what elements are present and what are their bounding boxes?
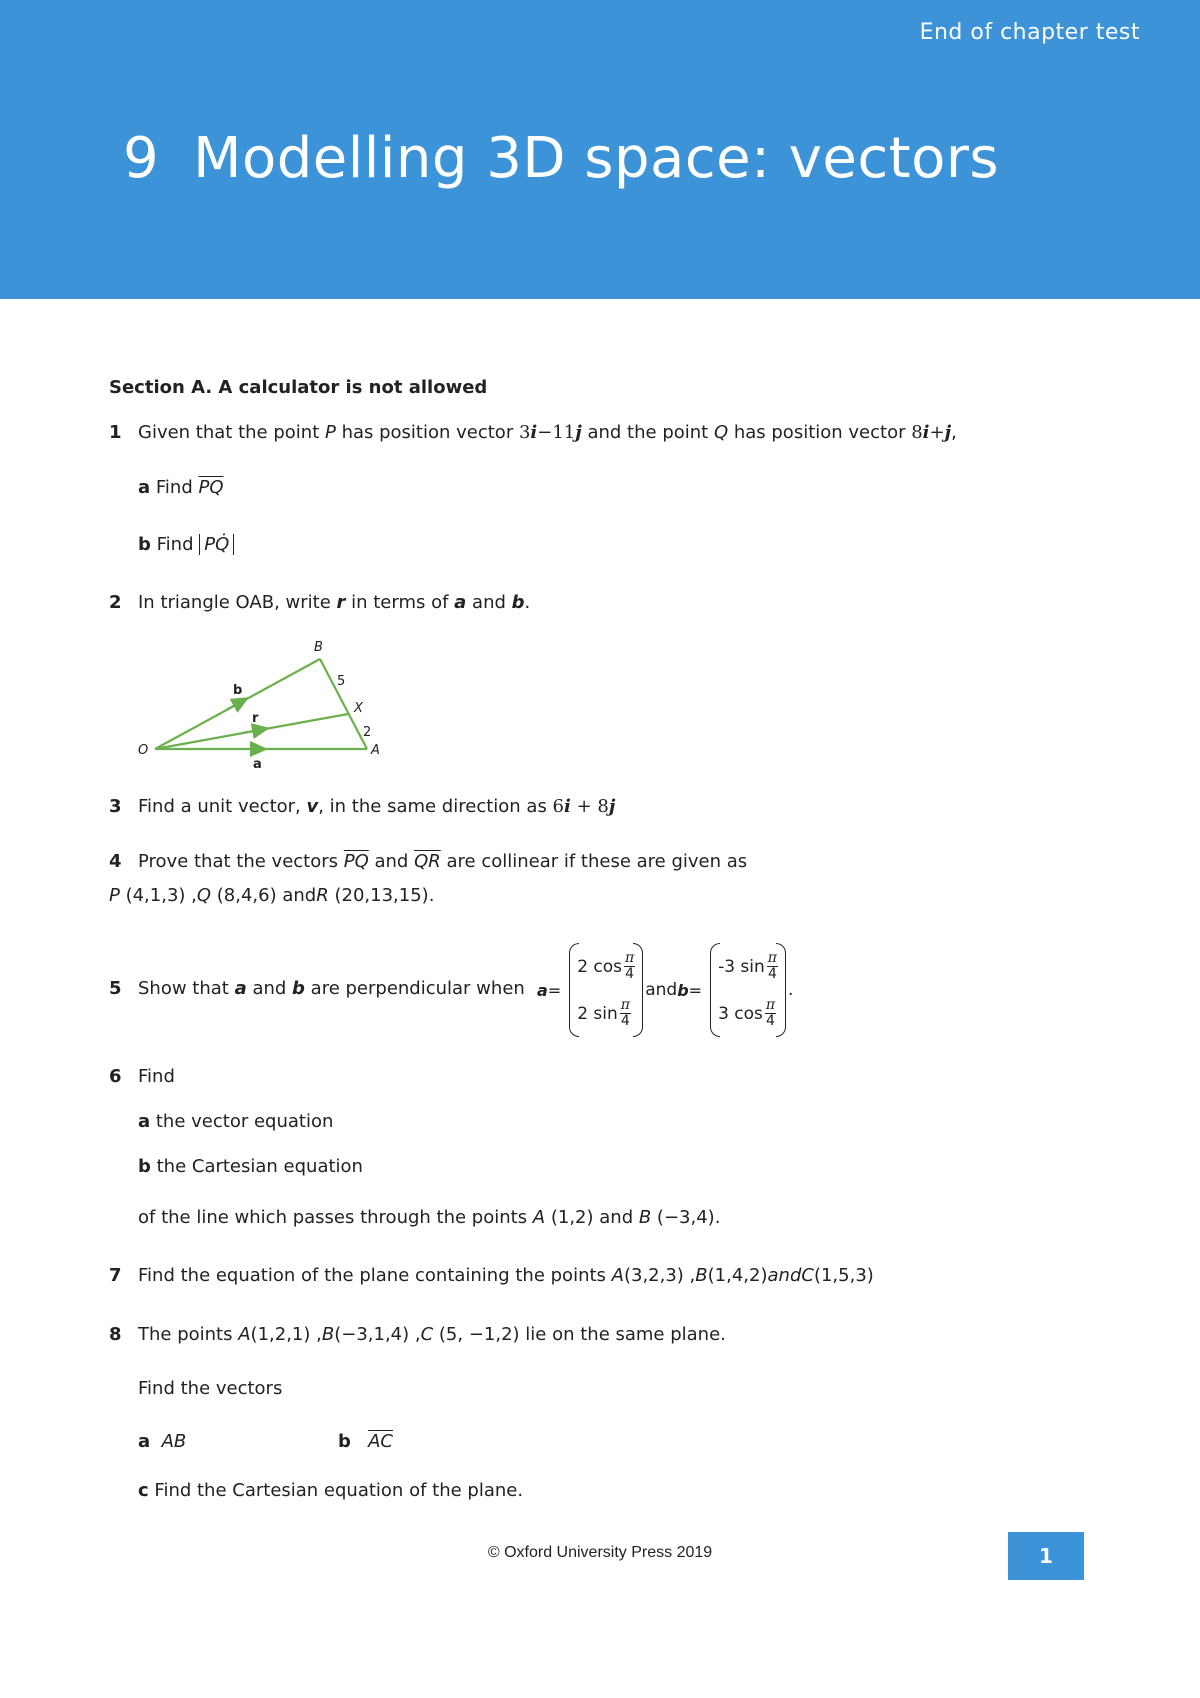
question-5-text: Show that a and b are perpendicular when xyxy=(138,978,525,999)
label-b-point: B xyxy=(314,640,323,655)
question-3-text: Find a unit vector, v, in the same direction as 6i + 8j xyxy=(138,796,616,817)
label-a-vector: a xyxy=(253,757,262,772)
vector-b-matrix: -3 sin $\frac{\pi}{4}$ 3 cos $\frac{\pi}{4}$ xyxy=(710,943,786,1037)
label-length-5: 5 xyxy=(337,674,346,689)
triangle-oab-diagram xyxy=(130,630,400,780)
question-6b: b the Cartesian equation xyxy=(138,1156,363,1177)
question-number-4: 4 xyxy=(109,851,122,872)
question-number-6: 6 xyxy=(109,1066,122,1087)
question-6-line: of the line which passes through the points A (1,2) and B (−3,4). xyxy=(138,1207,721,1228)
label-length-2: 2 xyxy=(363,725,372,740)
label-x: X xyxy=(354,701,363,716)
question-number-1: 1 xyxy=(109,422,122,443)
question-8c: c Find the Cartesian equation of the plane. xyxy=(138,1480,524,1501)
section-heading: Section A. A calculator is not allowed xyxy=(109,377,488,398)
page-title xyxy=(123,126,999,191)
header-banner xyxy=(0,0,1200,299)
question-8a: a AB xyxy=(138,1431,187,1452)
label-b-vector: b xyxy=(233,683,243,698)
question-number-8: 8 xyxy=(109,1324,122,1345)
question-4-text: Prove that the vectors $\overline{PQ}$ and $\overline{QR}$ are collinear if these are given as xyxy=(138,851,748,872)
question-number-2: 2 xyxy=(109,592,122,613)
page-number: 1 xyxy=(1008,1532,1084,1580)
label-a-point: A xyxy=(371,743,380,758)
question-7-text: Find the equation of the plane containing the points A(3,2,3) ,B(1,4,2)andC(1,5,3) xyxy=(138,1265,874,1286)
arrow-r xyxy=(242,729,264,733)
question-6-text: Find xyxy=(138,1066,175,1087)
question-5-vectors: a = 2 cos $\frac{\pi}{4}$ 2 sin $\frac{\pi}{4}$ and b = -3 sin $\frac{\pi}{4}$ 3 cos $\frac{\pi}{4}$ . xyxy=(537,943,793,1037)
label-r-vector: r xyxy=(252,711,259,726)
question-2-text: In triangle OAB, write r in terms of a and b. xyxy=(138,592,531,613)
question-1-text: Given that the point P has position vector 3i−11j and the point Q has position vector 8i+j, xyxy=(138,422,957,443)
vector-a-matrix: 2 cos $\frac{\pi}{4}$ 2 sin $\frac{\pi}{4}$ xyxy=(569,943,643,1037)
question-1a: a Find $\overline{PQ}$ xyxy=(138,477,224,498)
header-tag: End of chapter test xyxy=(919,20,1140,45)
question-number-3: 3 xyxy=(109,796,122,817)
chapter-number: 9 xyxy=(123,126,160,191)
arrow-b xyxy=(226,700,244,710)
question-8-find: Find the vectors xyxy=(138,1378,283,1399)
label-o: O xyxy=(138,743,149,758)
question-4-points: P (4,1,3) ,Q (8,4,6) andR (20,13,15). xyxy=(109,885,435,906)
question-6a: a the vector equation xyxy=(138,1111,334,1132)
question-1b: b Find PQ̇ xyxy=(138,534,234,555)
question-8b: b $\overline{AC}$ xyxy=(338,1431,393,1452)
chapter-title: Modelling 3D space: vectors xyxy=(193,126,1000,191)
question-number-5: 5 xyxy=(109,978,122,999)
copyright-footer: © Oxford University Press 2019 xyxy=(487,1544,713,1561)
question-number-7: 7 xyxy=(109,1265,122,1286)
question-8-text: The points A(1,2,1) ,B(−3,1,4) ,C (5, −1,2) lie on the same plane. xyxy=(138,1324,726,1345)
